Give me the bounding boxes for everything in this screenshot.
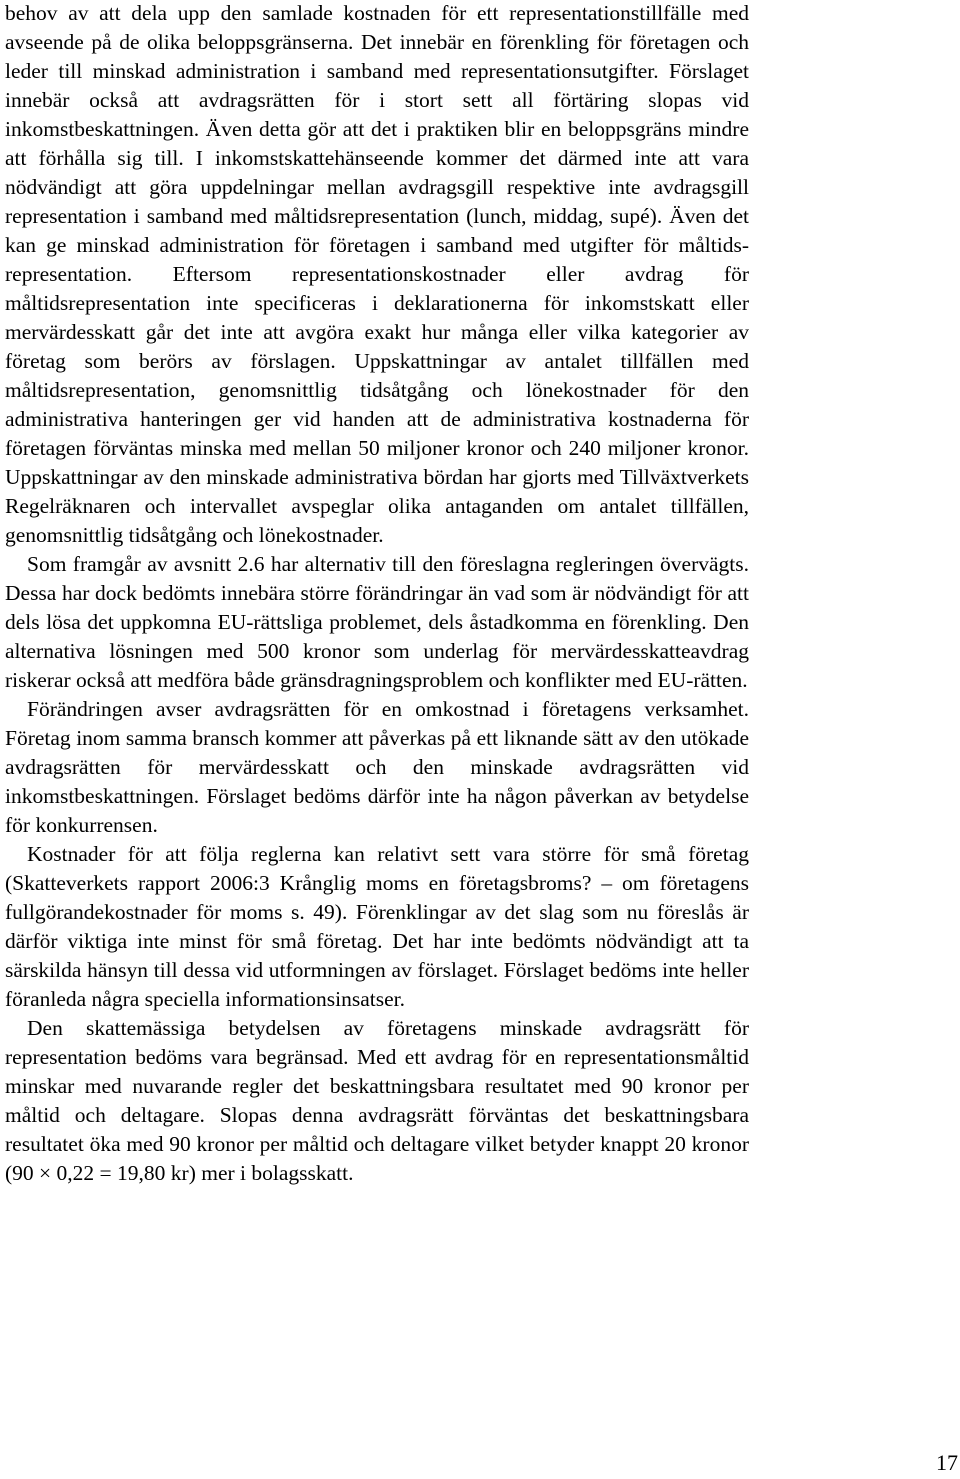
- document-body: [5, 0, 749, 1188]
- paragraph: Som framgår av avsnitt 2.6 har alternativ till den föreslagna regleringen övervägts. Dessa har dock bedömts innebära större förändringar än vad som är nödvändigt för att dels lösa det uppkomna EU-rättsliga problemet, dels åstadkomma en förenkling. Den alternativa lösningen med 500 kronor som underlag för mervärdesskatteavdrag riskerar också att medföra både gränsdragningsproblem och konflikter med EU-rätten.: [5, 552, 749, 692]
- paragraph: Kostnader för att följa reglerna kan relativt sett vara större för små företag (Skatteverkets rapport 2006:3 Krånglig moms en företagsbroms? – om företagens fullgörandekostnader för moms s. 49). Förenklingar av det slag som nu föreslås är därför viktiga inte minst för små företag. Det har inte bedömts nödvändigt att ta särskilda hänsyn till dessa vid utformningen av förslaget. Förslaget bedöms inte heller föranleda några speciella informationsinsatser.: [5, 842, 749, 1011]
- paragraph: Den skattemässiga betydelsen av företagens minskade avdragsrätt för representation bedöms vara begränsad. Med ett avdrag för en representationsmåltid minskar med nuvarande regler det beskattningsbara resultatet med 90 kronor per måltid och deltagare. Slopas denna avdragsrätt förväntas det beskattningsbara resultatet öka med 90 kronor per måltid och deltagare vilket betyder knappt 20 kronor (90 × 0,22 = 19,80 kr) mer i bolagsskatt.: [5, 1016, 749, 1185]
- page-number: 17: [936, 1450, 958, 1475]
- paragraph: behov av att dela upp den samlade kostnaden för ett representationstillfälle med avseende på de olika beloppsgränserna. Det innebär en förenkling för företagen och leder till minskad administration i samband med representationsutgifter. Förslaget innebär också att avdragsrätten för i stort sett all förtäring slopas vid inkomstbeskattningen. Även detta gör att det i praktiken blir en beloppsgräns mindre att förhålla sig till. I inkomstskattehänseende kommer det därmed inte att vara nödvändigt att göra uppdelningar mellan avdragsgill respektive inte avdragsgill representation i samband med måltidsrepresentation (lunch, middag, supé). Även det kan ge minskad administration för företagen i samband med utgifter för måltidsrepresentation. Eftersom representationskostnader eller avdrag för måltidsrepresentation inte specificeras i deklarationerna för inkomstskatt eller mervärdesskatt går det inte att avgöra exakt hur många eller vilka kategorier av företag som berörs av förslagen. Uppskattningar av antalet tillfällen med måltidsrepresentation, genomsnittlig tidsåtgång och lönekostnader för den administrativa hanteringen ger vid handen att de administrativa kostnaderna för företagen förväntas minska med mellan 50 miljoner kronor och 240 miljoner kronor. Uppskattningar av den minskade administrativa bördan har gjorts med Tillväxtverkets Regelräknaren och intervallet avspeglar olika antaganden om antalet tillfällen, genomsnittlig tidsåtgång och lönekostnader.: [5, 1, 749, 547]
- paragraph: Förändringen avser avdragsrätten för en omkostnad i företagens verksamhet. Företag inom samma bransch kommer att påverkas på ett liknande sätt av den utökade avdragsrätten för mervärdesskatt och den minskade avdragsrätten vid inkomstbeskattningen. Förslaget bedöms därför inte ha någon påverkan av betydelse för konkurrensen.: [5, 697, 749, 837]
